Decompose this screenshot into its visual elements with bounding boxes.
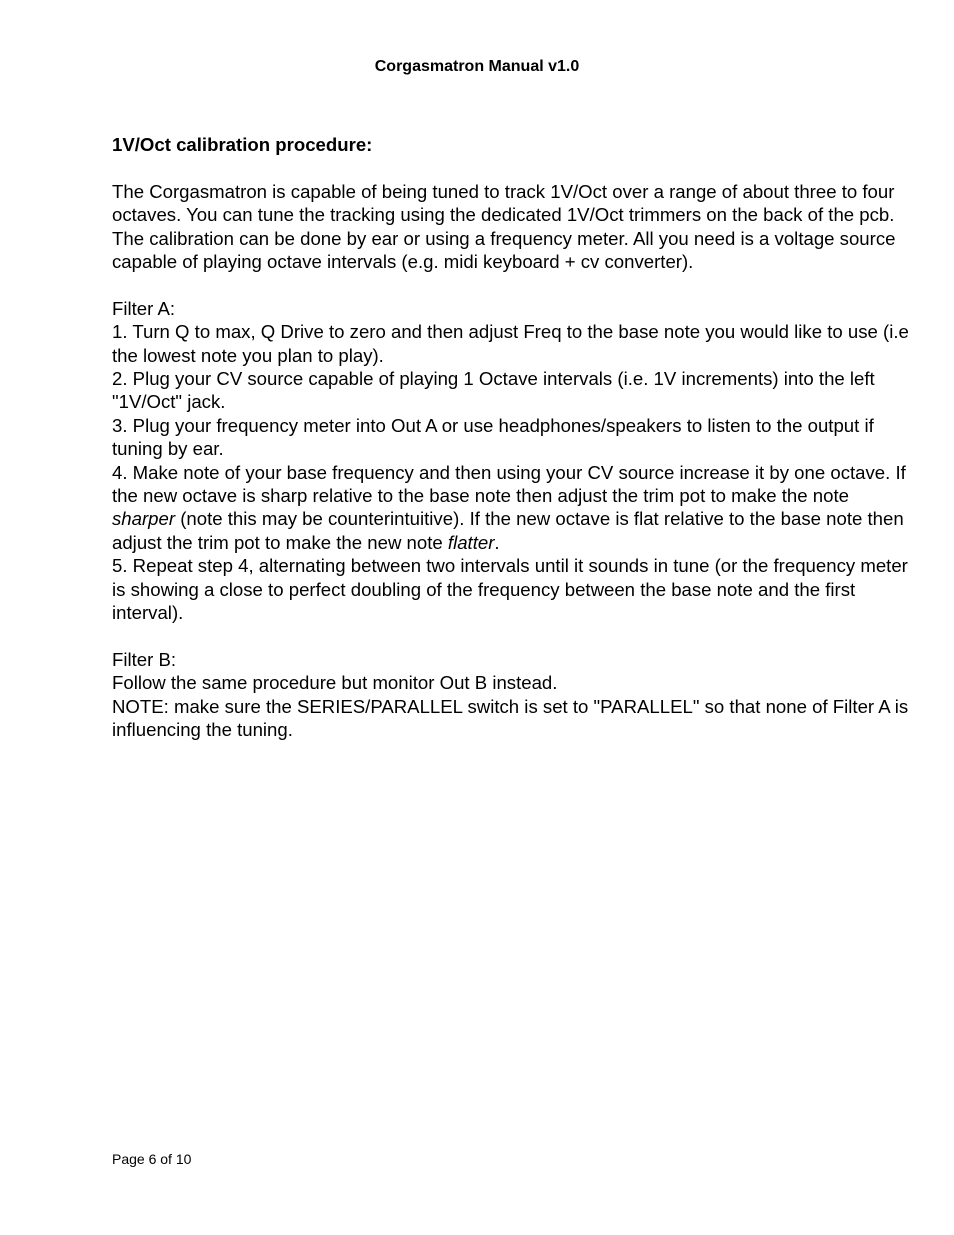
filter-a-step-5: 5. Repeat step 4, alternating between two intervals until it sounds in tune (or the frequency meter is showing a close to perfect doubling of the frequency between the base note and the first interval). xyxy=(112,555,908,624)
document-title: Corgasmatron Manual v1.0 xyxy=(374,58,580,75)
step-4-emphasis-flatter: flatter xyxy=(447,531,495,553)
step-4-text: (note this may be counterintuitive). If the new octave is flat relative to the base note then adjust the trim pot to make the new note xyxy=(112,508,904,553)
spacer xyxy=(112,156,912,179)
step-4-emphasis-sharper: sharper xyxy=(112,508,176,530)
section-heading: 1V/Oct calibration procedure: xyxy=(112,134,373,155)
spacer xyxy=(112,625,912,648)
spacer xyxy=(112,273,912,296)
step-4-text: 4. Make note of your base frequency and then using your CV source increase it by one octave. If the new octave is sharp relative to the base note then adjust the trim pot to make the note xyxy=(112,461,906,507)
filter-b-label: Filter B: xyxy=(112,648,177,670)
filter-a-step-2: 2. Plug your CV source capable of playing 1 Octave intervals (i.e. 1V increments) into the left "1V/Oct" jack. xyxy=(112,368,875,413)
step-4-text: . xyxy=(494,531,500,553)
filter-b-note: NOTE: make sure the SERIES/PARALLEL switch is set to "PARALLEL" so that none of Filter A is influencing the tuning. xyxy=(112,695,909,741)
filter-a-step-3: 3. Plug your frequency meter into Out A or use headphones/speakers to listen to the output if tuning by ear. xyxy=(112,414,874,460)
filter-a-step-4 xyxy=(112,461,912,555)
page-number: Page 6 of 10 xyxy=(112,1151,192,1167)
intro-paragraph: The Corgasmatron is capable of being tuned to track 1V/Oct over a range of about three to four octaves. You can tune the tracking using the dedicated 1V/Oct trimmers on the back of the pcb. The calibration can be done by ear or using a frequency meter. All you need is a voltage source capable of playing octave intervals (e.g. midi keyboard + cv converter). xyxy=(112,180,896,273)
filter-b-instruction: Follow the same procedure but monitor Out B instead. xyxy=(112,672,558,694)
document-body xyxy=(112,133,912,742)
filter-a-label: Filter A: xyxy=(112,297,176,319)
filter-a-step-1: 1. Turn Q to max, Q Drive to zero and then adjust Freq to the base note you would like to use (i.e the lowest note you plan to play). xyxy=(112,321,909,366)
